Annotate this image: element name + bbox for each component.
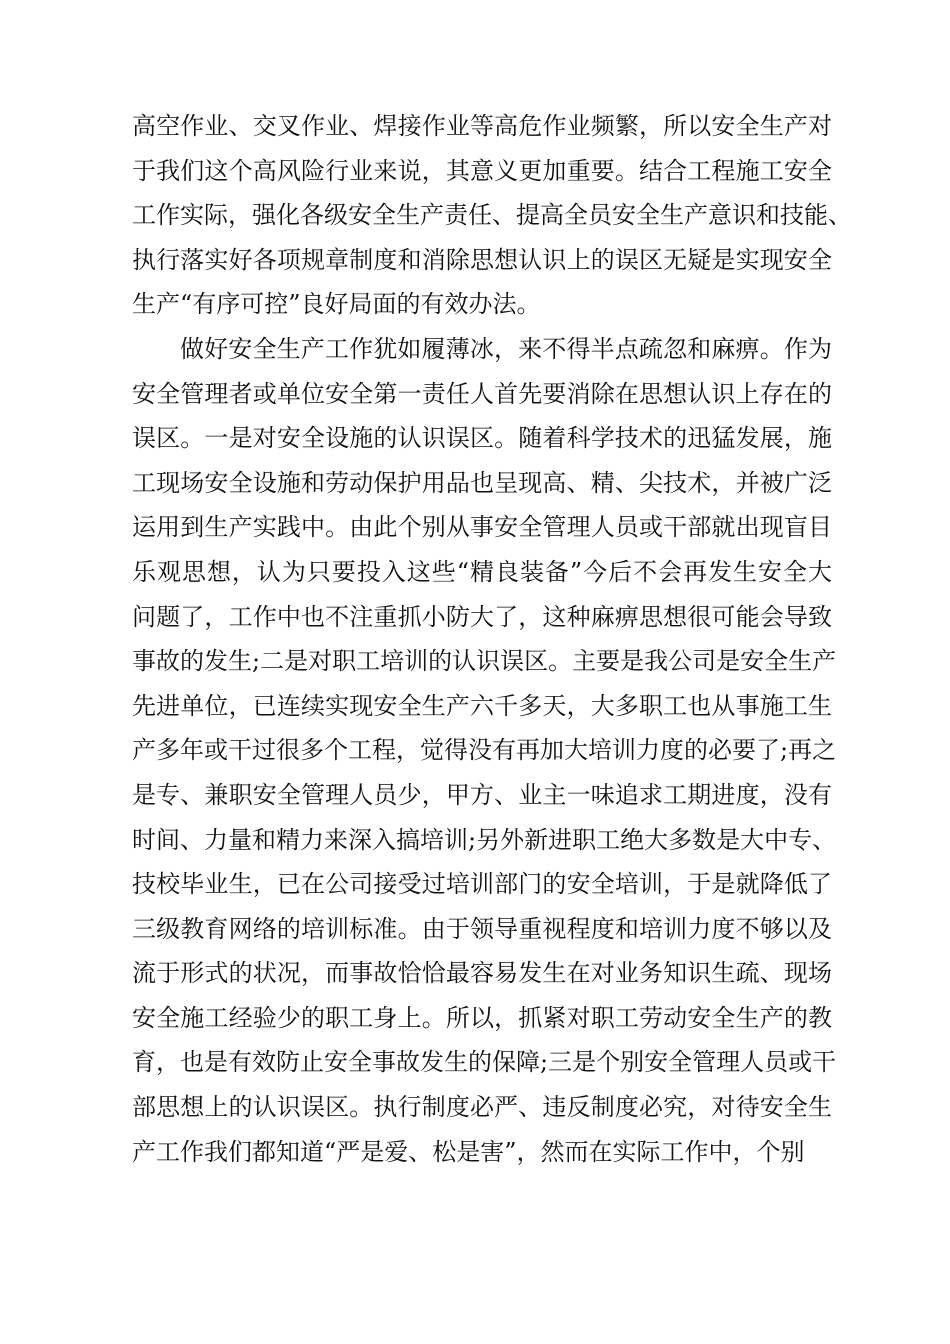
text-line: 乐观思想，认为只要投入这些“精良装备”今后不会再发生安全大 <box>132 557 832 586</box>
text-line: 技校毕业生，已在公司接受过培训部门的安全培训，于是就降低了 <box>132 870 832 899</box>
text-line: 工现场安全设施和劳动保护用品也呈现高、精、尖技术，并被广泛 <box>132 468 832 497</box>
text-line: 做好安全生产工作犹如履薄冰，来不得半点疏忽和麻痹。作为 <box>180 334 832 363</box>
text-line: 工作实际，强化各级安全生产责任、提高全员安全生产意识和技能、 <box>132 201 852 230</box>
text-line: 产多年或干过很多个工程，觉得没有再加大培训力度的必要了;再之 <box>132 736 837 765</box>
text-line: 执行落实好各项规章制度和消除思想认识上的误区无疑是实现安全 <box>132 245 832 274</box>
text-line: 问题了，工作中也不注重抓小防大了，这种麻痹思想很可能会导致 <box>132 602 832 631</box>
text-line: 生产“有序可控”良好局面的有效办法。 <box>132 290 541 319</box>
text-line: 产工作我们都知道“严是爱、松是害”，然而在实际工作中，个别 <box>132 1137 805 1166</box>
text-line: 流于形式的状况，而事故恰恰最容易发生在对业务知识生疏、现场 <box>132 959 832 988</box>
text-line: 高空作业、交叉作业、焊接作业等高危作业频繁，所以安全生产对 <box>132 112 832 140</box>
text-line: 安全施工经验少的职工身上。所以，抓紧对职工劳动安全生产的教 <box>132 1003 832 1032</box>
text-line: 三级教育网络的培训标准。由于领导重视程度和培训力度不够以及 <box>132 914 832 943</box>
text-line: 安全管理者或单位安全第一责任人首先要消除在思想认识上存在的 <box>132 379 832 408</box>
text-line: 是专、兼职安全管理人员少，甲方、业主一味追求工期进度，没有 <box>132 780 832 809</box>
text-line: 时间、力量和精力来深入搞培训;另外新进职工绝大多数是大中专、 <box>132 825 837 854</box>
text-line: 运用到生产实践中。由此个别从事安全管理人员或干部就出现盲目 <box>132 513 832 542</box>
text-line: 误区。一是对安全设施的认识误区。随着科学技术的迅猛发展，施 <box>132 424 832 453</box>
paragraph <box>132 327 837 1174</box>
text-line: 于我们这个高风险行业来说，其意义更加重要。结合工程施工安全 <box>132 156 832 185</box>
text-line: 部思想上的认识误区。执行制度必严、违反制度必究，对待安全生 <box>132 1093 832 1122</box>
text-line: 先进单位，已连续实现安全生产六千多天，大多职工也从事施工生 <box>132 691 832 720</box>
text-line: 育，也是有效防止安全事故发生的保障;三是个别安全管理人员或干 <box>132 1048 837 1077</box>
paragraph <box>132 104 852 327</box>
text-line: 事故的发生;二是对职工培训的认识误区。主要是我公司是安全生产 <box>132 647 837 676</box>
document-body <box>132 104 852 1174</box>
